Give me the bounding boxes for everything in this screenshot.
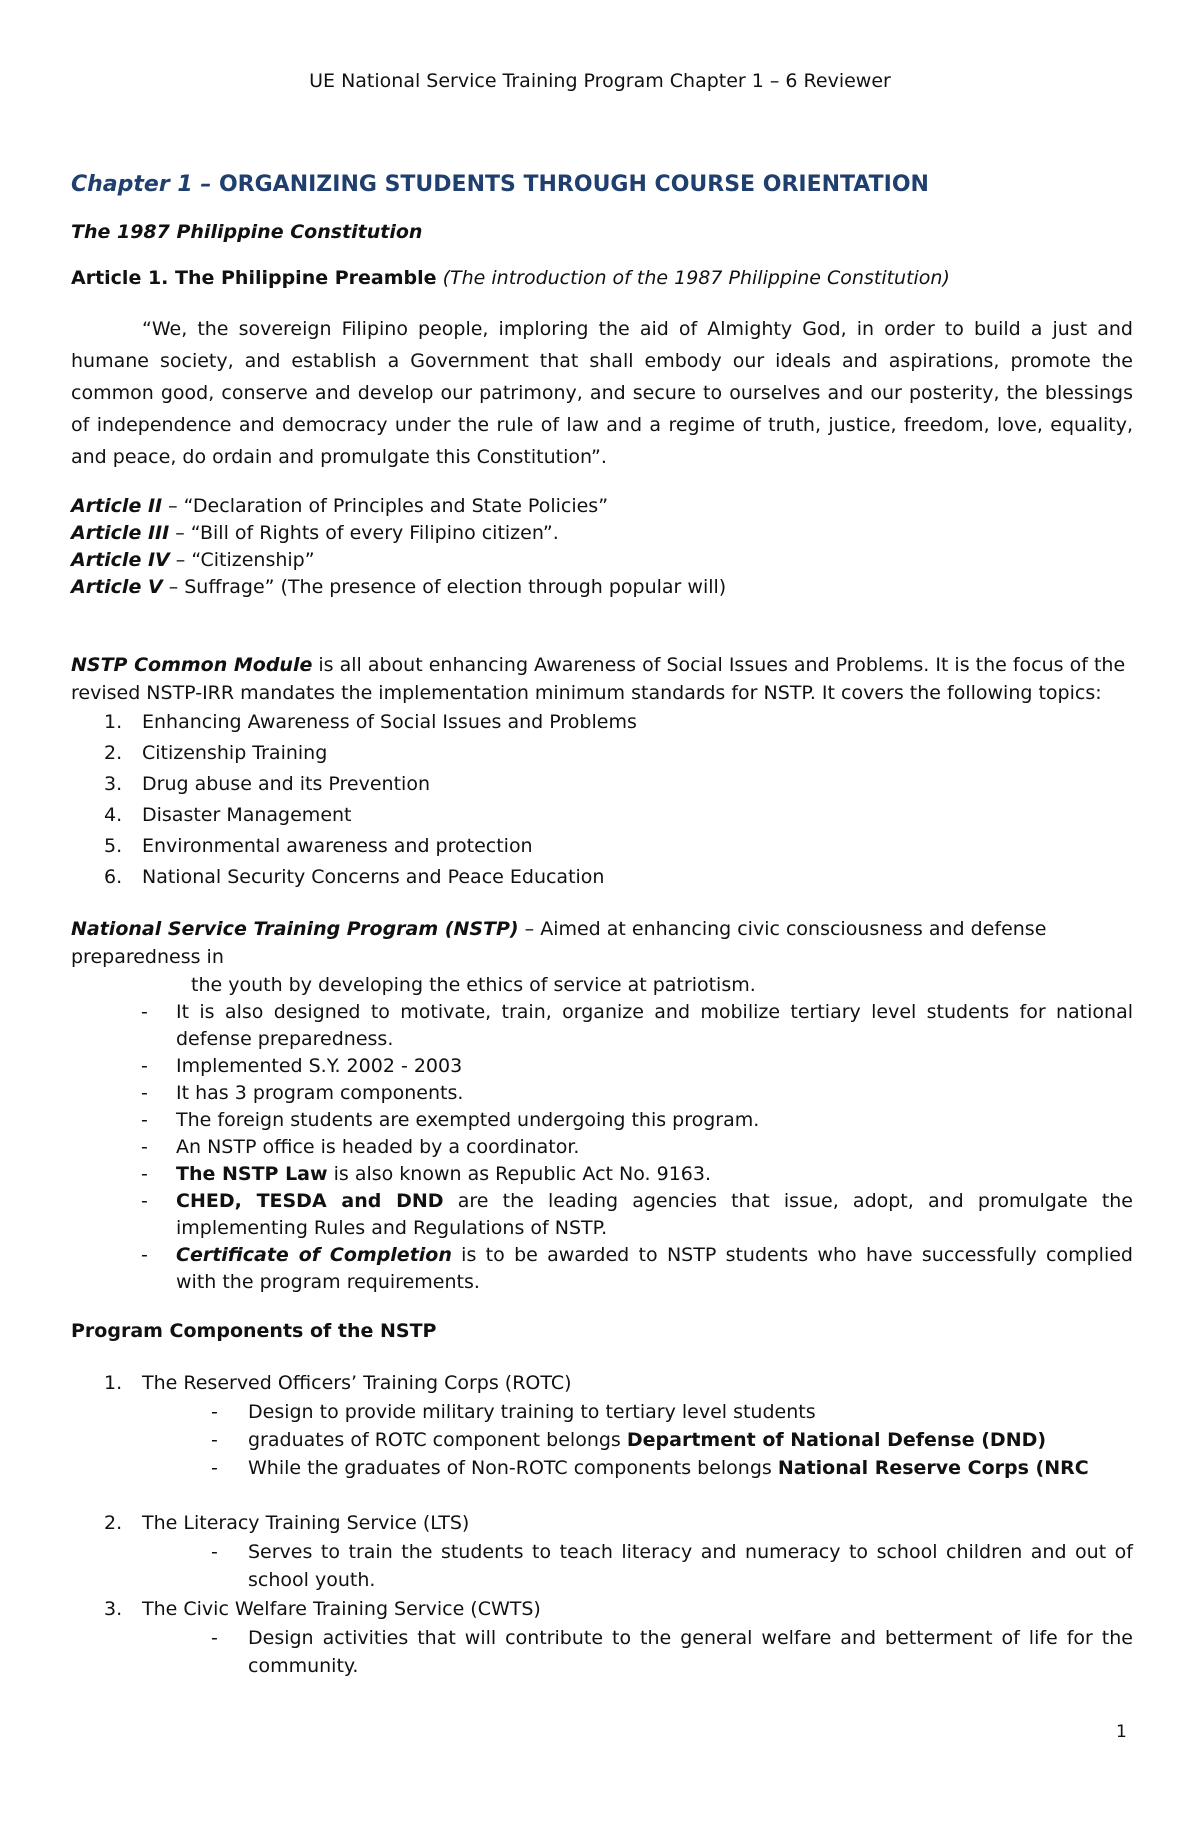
list-text: Drug abuse and its Prevention — [142, 773, 430, 795]
list-item — [71, 707, 1133, 738]
component-title: The Reserved Officers’ Training Corps (ROTC) — [142, 1372, 572, 1394]
list-item — [71, 1426, 1133, 1454]
list-text: Citizenship Training — [142, 742, 328, 764]
list-item: - Serves to train the students to teach literacy and numeracy to school children and out of school youth. — [71, 1538, 1133, 1594]
component-title: The Literacy Training Service (LTS) — [142, 1512, 470, 1534]
list-item — [71, 800, 1133, 831]
list-item: - Implemented S.Y. 2002 - 2003 — [71, 1053, 1133, 1080]
list-item — [71, 738, 1133, 769]
list-number: 3. — [104, 1598, 123, 1620]
list-item: - Design to provide military training to tertiary level students — [71, 1398, 1133, 1426]
bold-term: National Reserve Corps (NRC — [777, 1457, 1089, 1479]
list-item — [71, 831, 1133, 862]
constitution-heading: The 1987 Philippine Constitution — [71, 221, 423, 243]
list-text: is to be awarded to NSTP students who have successfully complied with the program requirements. — [176, 1244, 1133, 1293]
chapter-name: ORGANIZING STUDENTS THROUGH COURSE ORIENTATION — [218, 172, 929, 197]
list-number: 4. — [104, 804, 123, 826]
component-cwts — [71, 1594, 1133, 1624]
article-1-note: (The introduction of the 1987 Philippine Constitution) — [442, 267, 950, 289]
article-label: Article V — [71, 576, 163, 598]
chapter-title — [71, 172, 1133, 197]
list-number: 5. — [104, 835, 123, 857]
page-header: UE National Service Training Program Chapter 1 – 6 Reviewer — [309, 70, 891, 92]
article-item — [71, 520, 1133, 547]
common-module-label: NSTP Common Module — [71, 654, 313, 676]
nstp-label: National Service Training Program (NSTP) — [71, 918, 519, 940]
cwts-details — [71, 1624, 1133, 1680]
common-module-paragraph — [71, 651, 1133, 707]
page-content — [71, 172, 1133, 1680]
list-item — [71, 1454, 1133, 1482]
preamble-text: “We, the sovereign Filipino people, imploring the aid of Almighty God, in order to build a just and humane society, and establish a Government that shall embody our ideals and aspirations, promote the common good, conserve and develop our patrimony, and secure to ourselves and our posterity, the blessings of independence and democracy under the rule of law and a regime of truth, justice, freedom, love, equality, and peace, do ordain and promulgate this Constitution”. — [71, 318, 1133, 468]
page-number: 1 — [1116, 1722, 1127, 1742]
component-lts — [71, 1508, 1133, 1538]
list-number: 3. — [104, 773, 123, 795]
list-item — [71, 1161, 1133, 1188]
nstp-definition-line-1 — [71, 915, 1133, 971]
article-label: Article III — [71, 522, 170, 544]
list-number: 6. — [104, 866, 123, 888]
lts-details — [71, 1538, 1133, 1594]
list-number: 1. — [104, 1372, 123, 1394]
article-text: – “Citizenship” — [169, 549, 315, 571]
list-item: - An NSTP office is headed by a coordinator. — [71, 1134, 1133, 1161]
topics-list — [71, 707, 1133, 893]
common-module-text: is all about enhancing Awareness of Social Issues and Problems. It is the focus of the revised NSTP-IRR mandates the implementation minimum standards for NSTP. It covers the following topics: — [71, 654, 1126, 704]
article-label: Article II — [71, 495, 163, 517]
list-text: Environmental awareness and protection — [142, 835, 533, 857]
chapter-number: Chapter 1 – — [71, 172, 219, 197]
article-1-label: Article 1. The Philippine Preamble — [71, 267, 437, 289]
article-item — [71, 547, 1133, 574]
list-item — [71, 1188, 1133, 1242]
article-text: – “Declaration of Principles and State Policies” — [162, 495, 609, 517]
nstp-definition — [71, 915, 1133, 999]
components-heading: Program Components of the NSTP — [71, 1320, 437, 1342]
article-text: – “Bill of Rights of every Filipino citizen”. — [169, 522, 559, 544]
list-text: Enhancing Awareness of Social Issues and Problems — [142, 711, 637, 733]
list-item — [71, 769, 1133, 800]
list-text: is also known as Republic Act No. 9163. — [327, 1163, 711, 1185]
component-title: The Civic Welfare Training Service (CWTS) — [142, 1598, 541, 1620]
list-text: graduates of ROTC component belongs — [248, 1429, 627, 1451]
list-item — [71, 1242, 1133, 1296]
list-text: National Security Concerns and Peace Education — [142, 866, 605, 888]
bold-term: The NSTP Law — [176, 1163, 328, 1185]
list-item — [71, 862, 1133, 893]
list-number: 1. — [104, 711, 123, 733]
list-text: While the graduates of Non-ROTC components belongs — [248, 1457, 778, 1479]
article-item — [71, 493, 1133, 520]
list-text: are the leading agencies that issue, adopt, and promulgate the implementing Rules and Regulations of NSTP. — [176, 1190, 1134, 1239]
article-item — [71, 574, 1133, 601]
bold-term: Certificate of Completion — [176, 1244, 452, 1266]
article-text: – Suffrage” (The presence of election through popular will) — [162, 576, 727, 598]
nstp-bullets — [71, 999, 1133, 1296]
list-item: - It has 3 program components. — [71, 1080, 1133, 1107]
component-rotc — [71, 1368, 1133, 1398]
list-item: - It is also designed to motivate, train, organize and mobilize tertiary level students for national defense preparedness. — [71, 999, 1133, 1053]
list-number: 2. — [104, 742, 123, 764]
list-text: Disaster Management — [142, 804, 352, 826]
nstp-definition-text: – Aimed at enhancing civic consciousness and defense preparedness in — [71, 918, 1047, 968]
rotc-details — [71, 1398, 1133, 1482]
list-item: - Design activities that will contribute to the general welfare and betterment of life for the community. — [71, 1624, 1133, 1680]
bold-term: CHED, TESDA and DND — [176, 1190, 444, 1212]
article-label: Article IV — [71, 549, 170, 571]
bold-term: Department of National Defense (DND) — [626, 1429, 1047, 1451]
list-number: 2. — [104, 1512, 123, 1534]
article-1-heading — [71, 267, 1133, 289]
nstp-definition-line-2: the youth by developing the ethics of service at patriotism. — [191, 974, 756, 996]
list-item: - The foreign students are exempted undergoing this program. — [71, 1107, 1133, 1134]
